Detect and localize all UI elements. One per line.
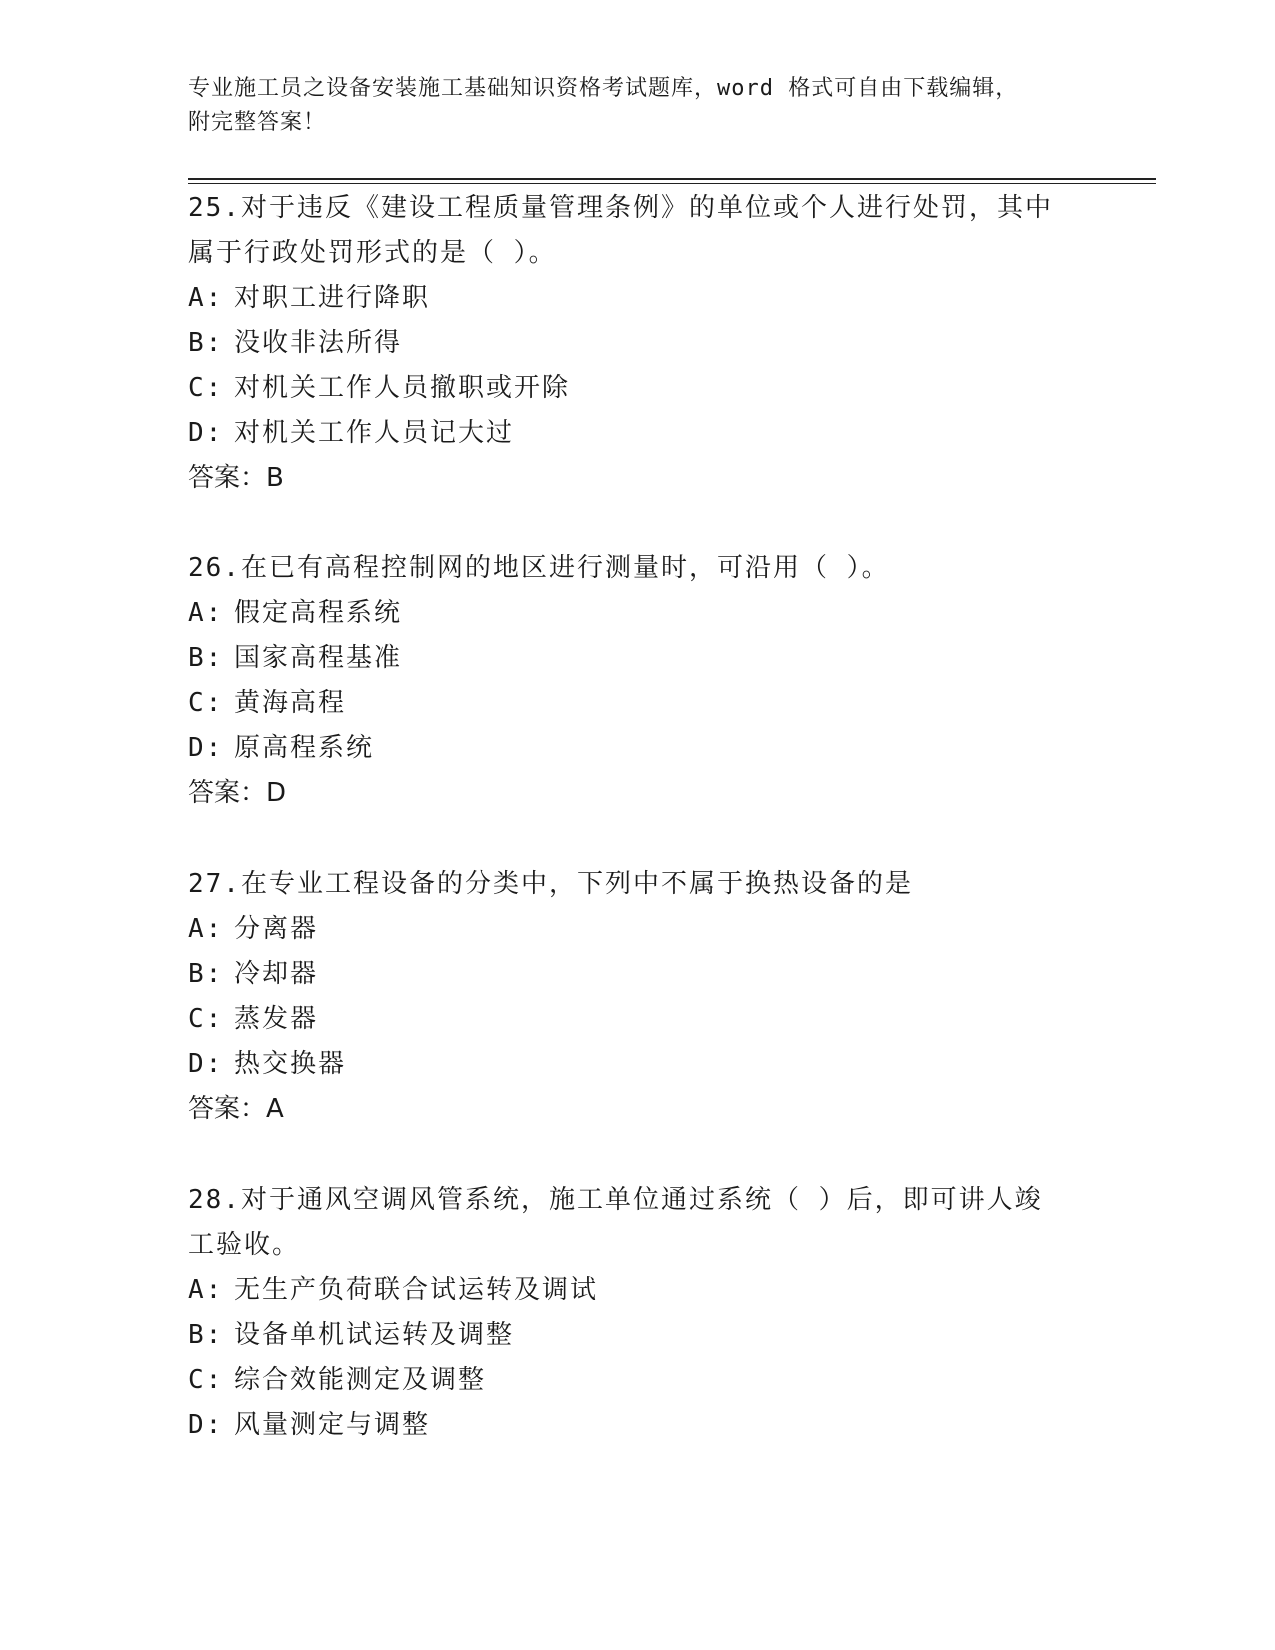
- answer-line: 答案：B: [188, 463, 284, 493]
- option-letter: D:: [188, 1049, 224, 1079]
- option-c: [188, 997, 1088, 1042]
- option-letter: B:: [188, 959, 224, 989]
- option-text: 设备单机试运转及调整: [234, 1320, 515, 1350]
- option-letter: D:: [188, 733, 224, 763]
- option-text: 综合效能测定及调整: [234, 1365, 487, 1395]
- option-text: 对机关工作人员撤职或开除: [234, 373, 571, 403]
- question-stem: 28.对于通风空调风管系统，施工单位通过系统（ ）后，即可讲人竣: [188, 1185, 1043, 1215]
- option-text: 分离器: [234, 914, 319, 944]
- option-letter: A:: [188, 598, 224, 628]
- option-text: 热交换器: [234, 1049, 347, 1079]
- option-letter: C:: [188, 373, 224, 403]
- option-text: 风量测定与调整: [234, 1410, 431, 1440]
- question-26: [188, 546, 1088, 816]
- option-letter: C:: [188, 688, 224, 718]
- question-stem-continued: 属于行政处罚形式的是（ ）。: [188, 238, 557, 268]
- question-27: [188, 862, 1088, 1132]
- option-text: 蒸发器: [234, 1004, 319, 1034]
- option-text: 国家高程基准: [234, 643, 403, 673]
- question-stem-continued: 工验收。: [188, 1230, 301, 1260]
- option-text: 对职工进行降职: [234, 283, 431, 313]
- question-stem: 26.在已有高程控制网的地区进行测量时，可沿用（ ）。: [188, 553, 890, 583]
- option-a: [188, 907, 1088, 952]
- option-letter: A:: [188, 914, 224, 944]
- option-letter: C:: [188, 1004, 224, 1034]
- option-a: [188, 591, 1088, 636]
- option-text: 原高程系统: [234, 733, 375, 763]
- option-letter: B:: [188, 643, 224, 673]
- header-line-1: 专业施工员之设备安装施工基础知识资格考试题库，word 格式可自由下载编辑，: [188, 76, 1019, 101]
- header-line-2: 附完整答案！: [188, 110, 327, 135]
- option-letter: C:: [188, 1365, 224, 1395]
- question-stem: 27.在专业工程设备的分类中，下列中不属于换热设备的是: [188, 869, 913, 899]
- option-d: [188, 1403, 1088, 1448]
- option-c: [188, 366, 1088, 411]
- option-letter: D:: [188, 418, 224, 448]
- option-b: [188, 321, 1088, 366]
- option-d: [188, 411, 1088, 456]
- answer-line: 答案：A: [188, 1094, 284, 1124]
- question-28: [188, 1178, 1088, 1448]
- option-text: 没收非法所得: [234, 328, 403, 358]
- document-header: [188, 72, 1088, 140]
- option-text: 对机关工作人员记大过: [234, 418, 515, 448]
- header-divider-thin: [188, 183, 1156, 184]
- option-c: [188, 681, 1088, 726]
- option-letter: D:: [188, 1410, 224, 1440]
- option-letter: B:: [188, 1320, 224, 1350]
- option-a: [188, 1268, 1088, 1313]
- question-25: [188, 186, 1088, 501]
- option-text: 冷却器: [234, 959, 319, 989]
- option-b: [188, 636, 1088, 681]
- header-divider-thick: [188, 178, 1156, 180]
- option-text: 无生产负荷联合试运转及调试: [234, 1275, 599, 1305]
- option-c: [188, 1358, 1088, 1403]
- option-b: [188, 952, 1088, 997]
- answer-line: 答案：D: [188, 778, 287, 808]
- option-b: [188, 1313, 1088, 1358]
- option-text: 假定高程系统: [234, 598, 403, 628]
- option-d: [188, 1042, 1088, 1087]
- option-d: [188, 726, 1088, 771]
- option-a: [188, 276, 1088, 321]
- option-letter: A:: [188, 283, 224, 313]
- option-text: 黄海高程: [234, 688, 347, 718]
- option-letter: A:: [188, 1275, 224, 1305]
- option-letter: B:: [188, 328, 224, 358]
- question-stem: 25.对于违反《建设工程质量管理条例》的单位或个人进行处罚，其中: [188, 193, 1053, 223]
